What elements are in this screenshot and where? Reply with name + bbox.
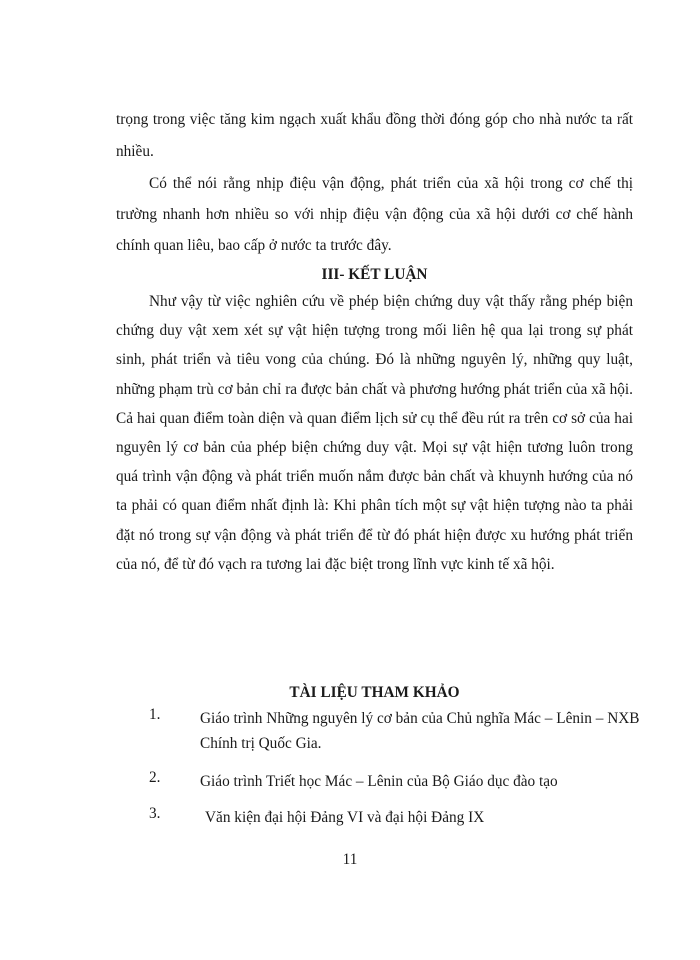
paragraph-conclusion: Như vậy từ việc nghiên cứu về phép biện chứng duy vật thấy rằng phép biện chứng duy vật xem xét sự vật hiện tượng trong mối liên hệ qua lại trong sự phát sinh, phát triển và tiêu vong của chúng. Đó là những nguyên lý, những quy luật, những phạm trù cơ bản chỉ ra được bản chất và phương hướng phát triển của xã hội. Cả hai quan điểm toàn diện và quan điểm lịch sử cụ thể đều rút ra trên cơ sở của hai nguyên lý cơ bản của phép biện chứng duy vật. Mọi sự vật hiện tương luôn trong quá trình vận động và phát triển muốn nắm được bản chất và khuynh hướng của nó ta phải có quan điểm nhất định là: Khi phân tích một sự vật hiện tượng nào ta phải đặt nó trong sự vận động và phát triển để từ đó phát hiện được xu hướng phát triển của nó, để từ đó vạch ra tương lai đặc biệt trong lĩnh vực kinh tế xã hội.	[116, 293, 633, 573]
reference-text: Văn kiện đại hội Đảng VI và đại hội Đảng IX	[205, 809, 485, 826]
reference-text: Giáo trình Triết học Mác – Lênin của Bộ Giáo dục đào tạo	[200, 773, 558, 790]
reference-text: Giáo trình Những nguyên lý cơ bản của Chủ nghĩa Mác – Lênin – NXB Chính trị Quốc Gia.	[200, 710, 640, 752]
paragraph-market-rhythm: Có thể nói rằng nhịp điệu vận động, phát triển của xã hội trong cơ chế thị trường nhanh hơn nhiều so với nhịp điệu vận động của xã hội dưới cơ chế hành chính quan liêu, bao cấp ở nước ta trước đây.	[116, 175, 633, 254]
reference-number: 1.	[149, 706, 161, 723]
reference-number: 3.	[149, 805, 161, 822]
references-heading: TÀI LIỆU THAM KHẢO	[289, 684, 460, 701]
reference-number: 2.	[149, 769, 161, 786]
paragraph-intro: trọng trong việc tăng kim ngạch xuất khẩu đồng thời đóng góp cho nhà nước ta rất nhiều.	[116, 111, 633, 160]
page-number: 11	[342, 851, 358, 868]
conclusion-heading: III- KẾT LUẬN	[321, 266, 428, 283]
